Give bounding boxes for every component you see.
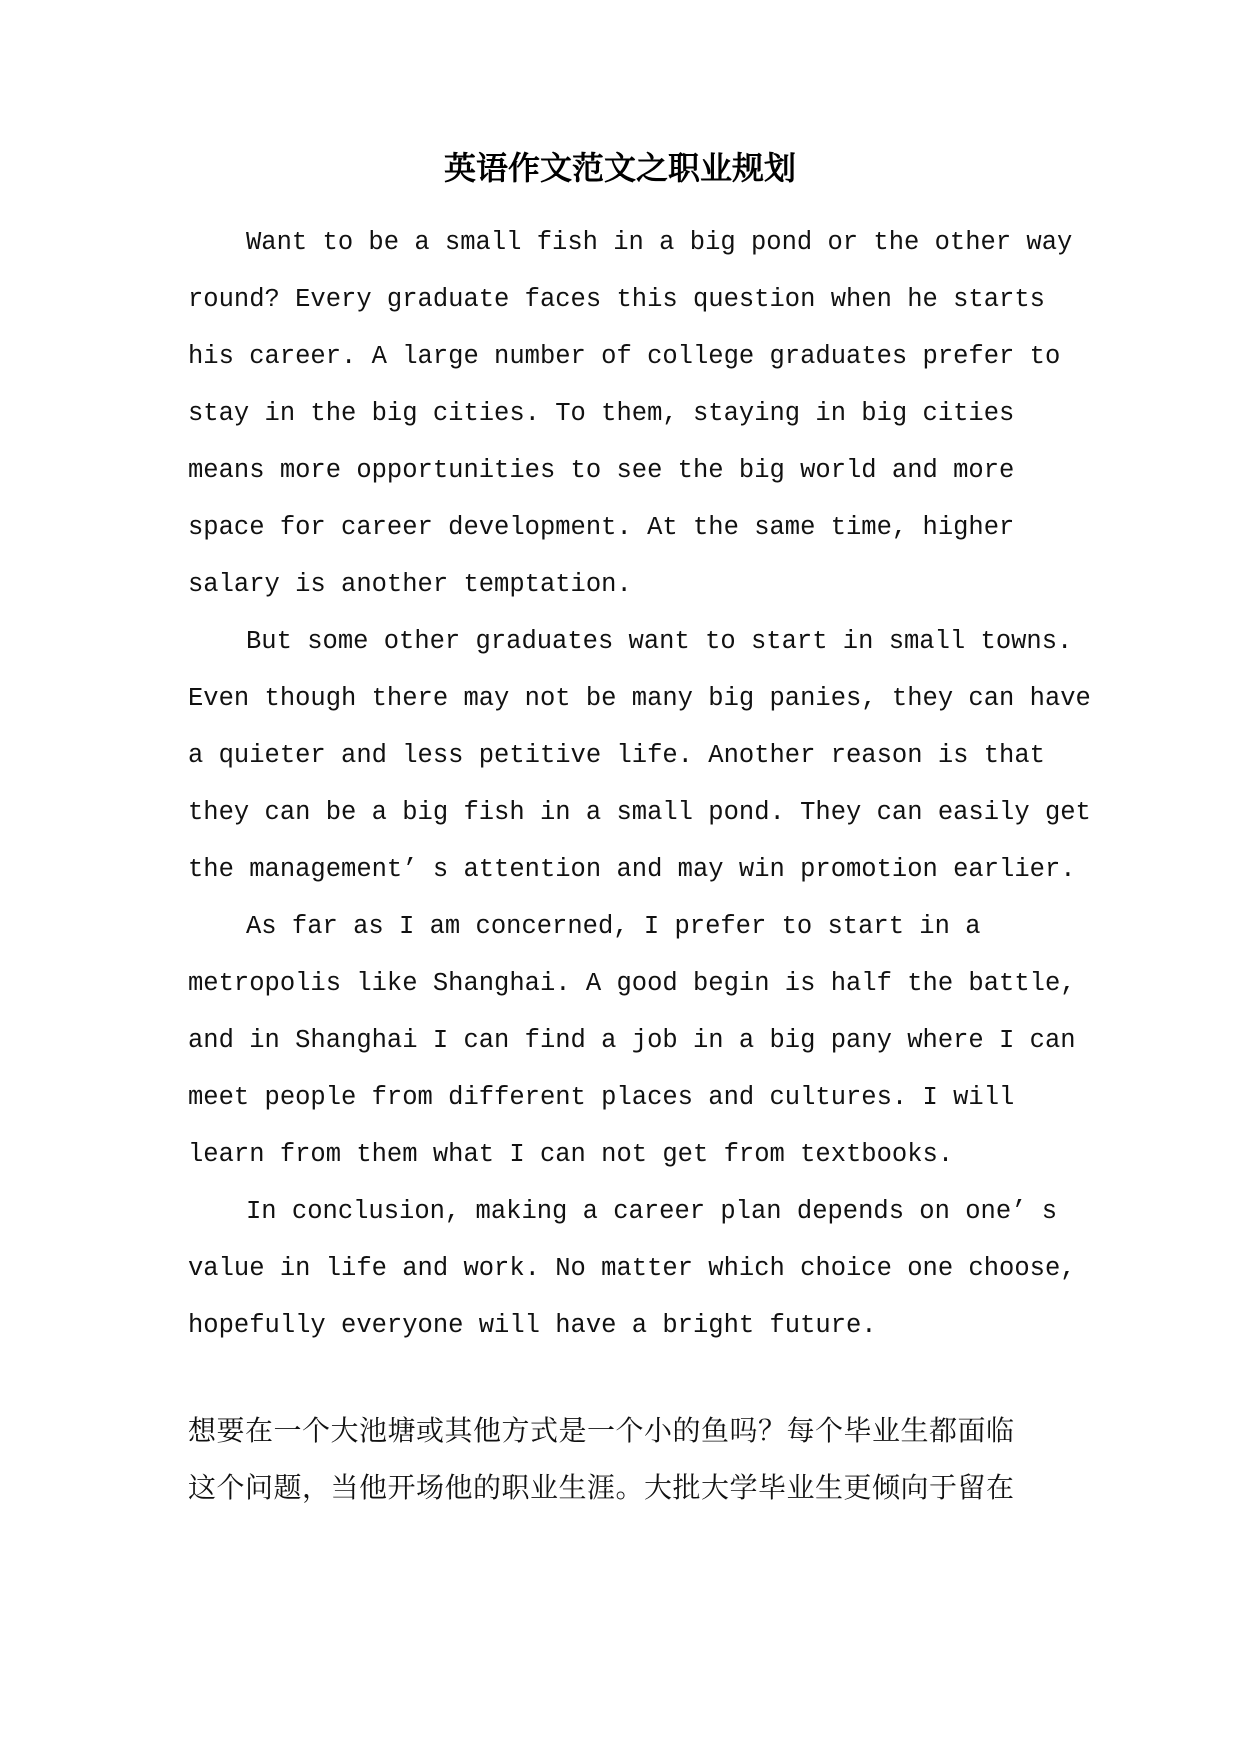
essay-line: As far as I am concerned, I prefer to start in a [246,912,981,941]
essay-line: stay in the big cities. To them, staying in big cities [188,399,1015,428]
essay-line: salary is another temptation. [188,570,632,599]
translation-line: 想要在一个大池塘或其他方式是一个小的鱼吗？每个毕业生都面临 [188,1414,1015,1447]
essay-line: metropolis like Shanghai. A good begin is half the battle, [188,969,1076,998]
essay-line: hopefully everyone will have a bright future. [188,1311,877,1340]
essay-line: In conclusion, making a career plan depends on one’ s [246,1197,1058,1226]
essay-line: But some other graduates want to start in small towns. [246,627,1073,656]
essay-line: his career. A large number of college graduates prefer to [188,342,1061,371]
essay-line: round? Every graduate faces this question when he starts [188,285,1045,314]
translation-line: 这个问题，当他开场他的职业生涯。大批大学毕业生更倾向于留在 [188,1471,1015,1504]
english-essay [188,214,1091,1354]
essay-line: means more opportunities to see the big world and more [188,456,1015,485]
chinese-translation [188,1402,1088,1516]
essay-line: space for career development. At the same time, higher [188,513,1015,542]
essay-line: they can be a big fish in a small pond. They can easily get [188,798,1091,827]
essay-line: a quieter and less petitive life. Another reason is that [188,741,1045,770]
document-title: 英语作文范文之职业规划 [443,149,796,187]
essay-line: and in Shanghai I can find a job in a big pany where I can [188,1026,1076,1055]
essay-line: learn from them what I can not get from textbooks. [188,1140,954,1169]
essay-line: Even though there may not be many big panies, they can have [188,684,1091,713]
essay-line: value in life and work. No matter which choice one choose, [188,1254,1076,1283]
essay-line: the management’ s attention and may win promotion earlier. [188,855,1076,884]
essay-line: Want to be a small fish in a big pond or the other way [246,228,1073,257]
essay-line: meet people from different places and cultures. I will [188,1083,1015,1112]
